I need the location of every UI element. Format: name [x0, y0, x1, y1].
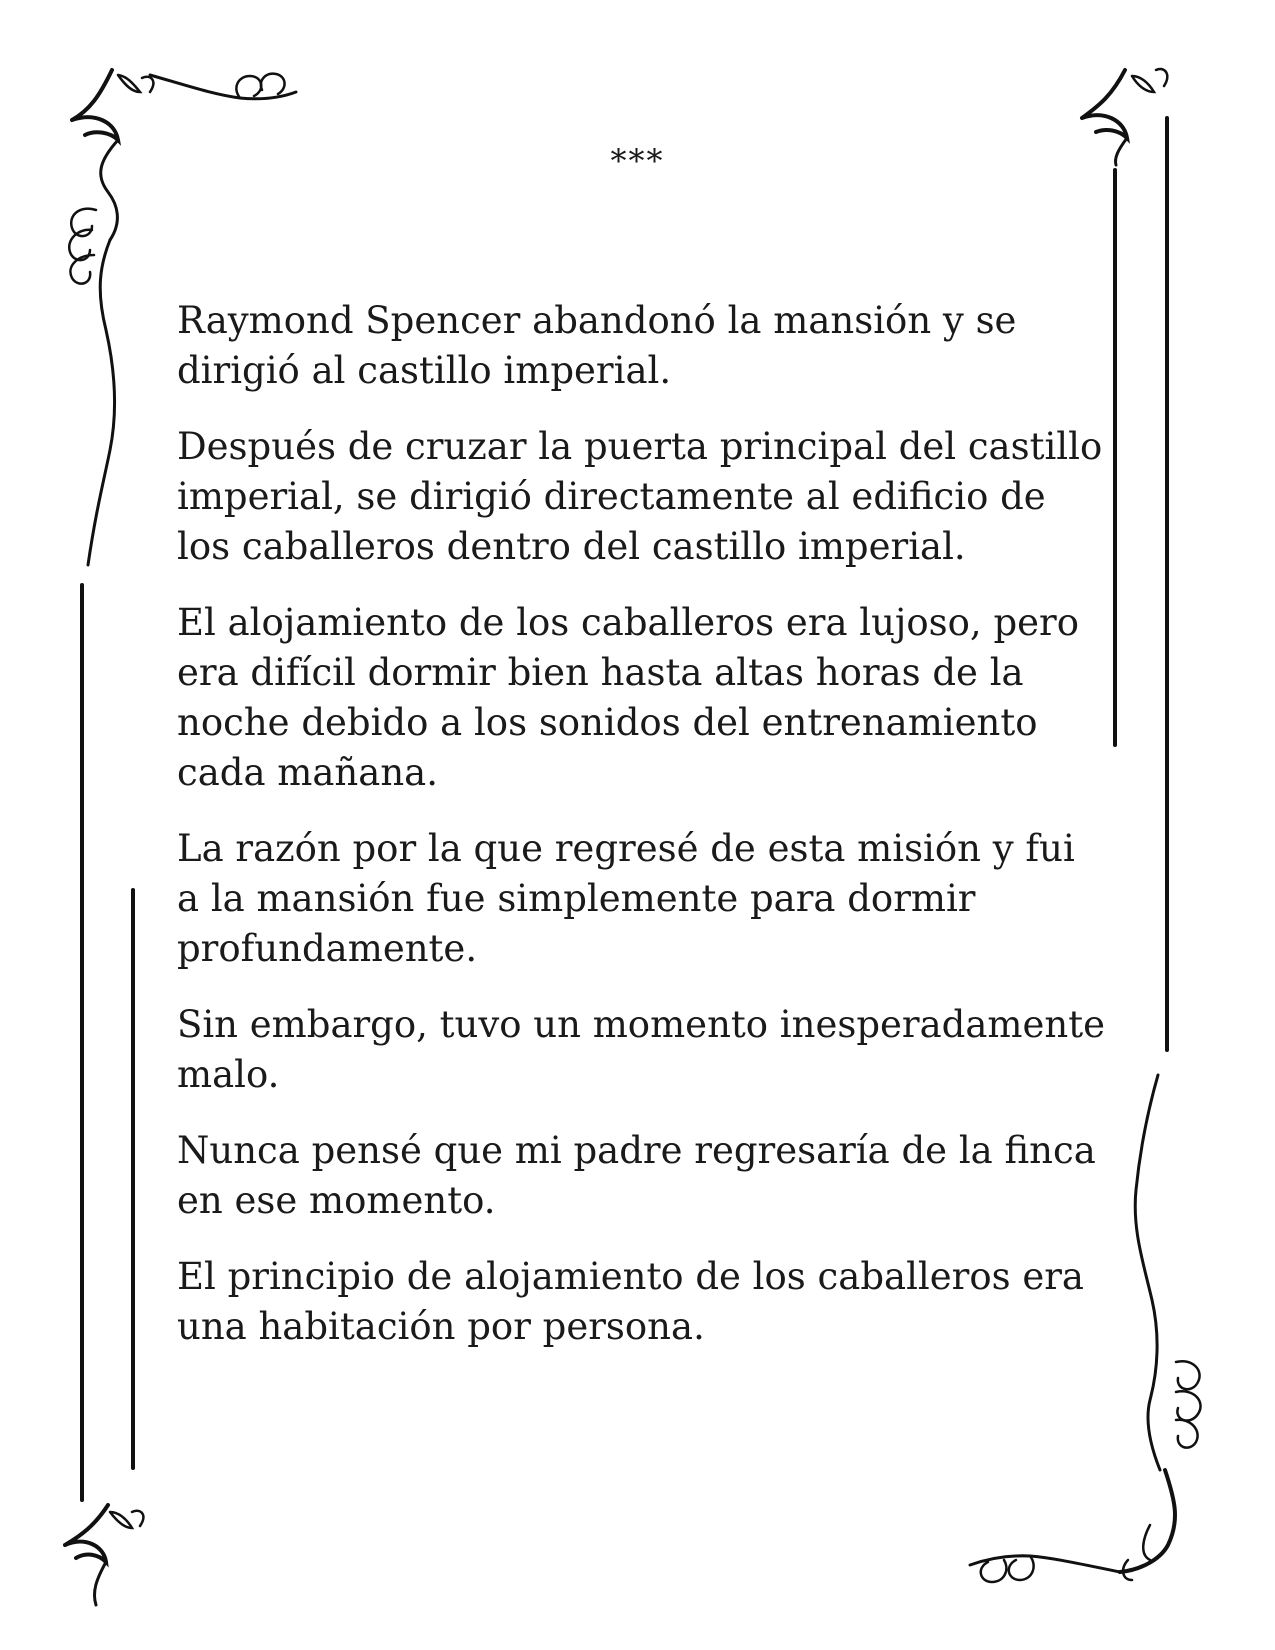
paragraph: El alojamiento de los caballeros era lujoso, pero era difícil dormir bien hasta altas horas de la noche debido a los sonidos del entrenamiento cada mañana.: [177, 601, 1080, 794]
paragraph: La razón por la que regresé de esta misión y fui a la mansión fue simplemente para dormir profundamente.: [177, 827, 1075, 970]
paragraph: El principio de alojamiento de los caballeros era una habitación por persona.: [177, 1255, 1084, 1348]
paragraph: Raymond Spencer abandonó la mansión y se dirigió al castillo imperial.: [177, 299, 1017, 392]
paragraph: Después de cruzar la puerta principal del castillo imperial, se dirigió directamente al edificio de los caballeros dentro del castillo imperial.: [177, 425, 1103, 568]
paragraph: Nunca pensé que mi padre regresaría de la finca en ese momento.: [177, 1129, 1096, 1222]
paragraph: Sin embargo, tuvo un momento inesperadamente malo.: [177, 1003, 1105, 1096]
scene-separator: ***: [610, 142, 665, 180]
story-text: [177, 296, 1107, 1378]
bottom-left-flourish: [65, 1505, 143, 1605]
